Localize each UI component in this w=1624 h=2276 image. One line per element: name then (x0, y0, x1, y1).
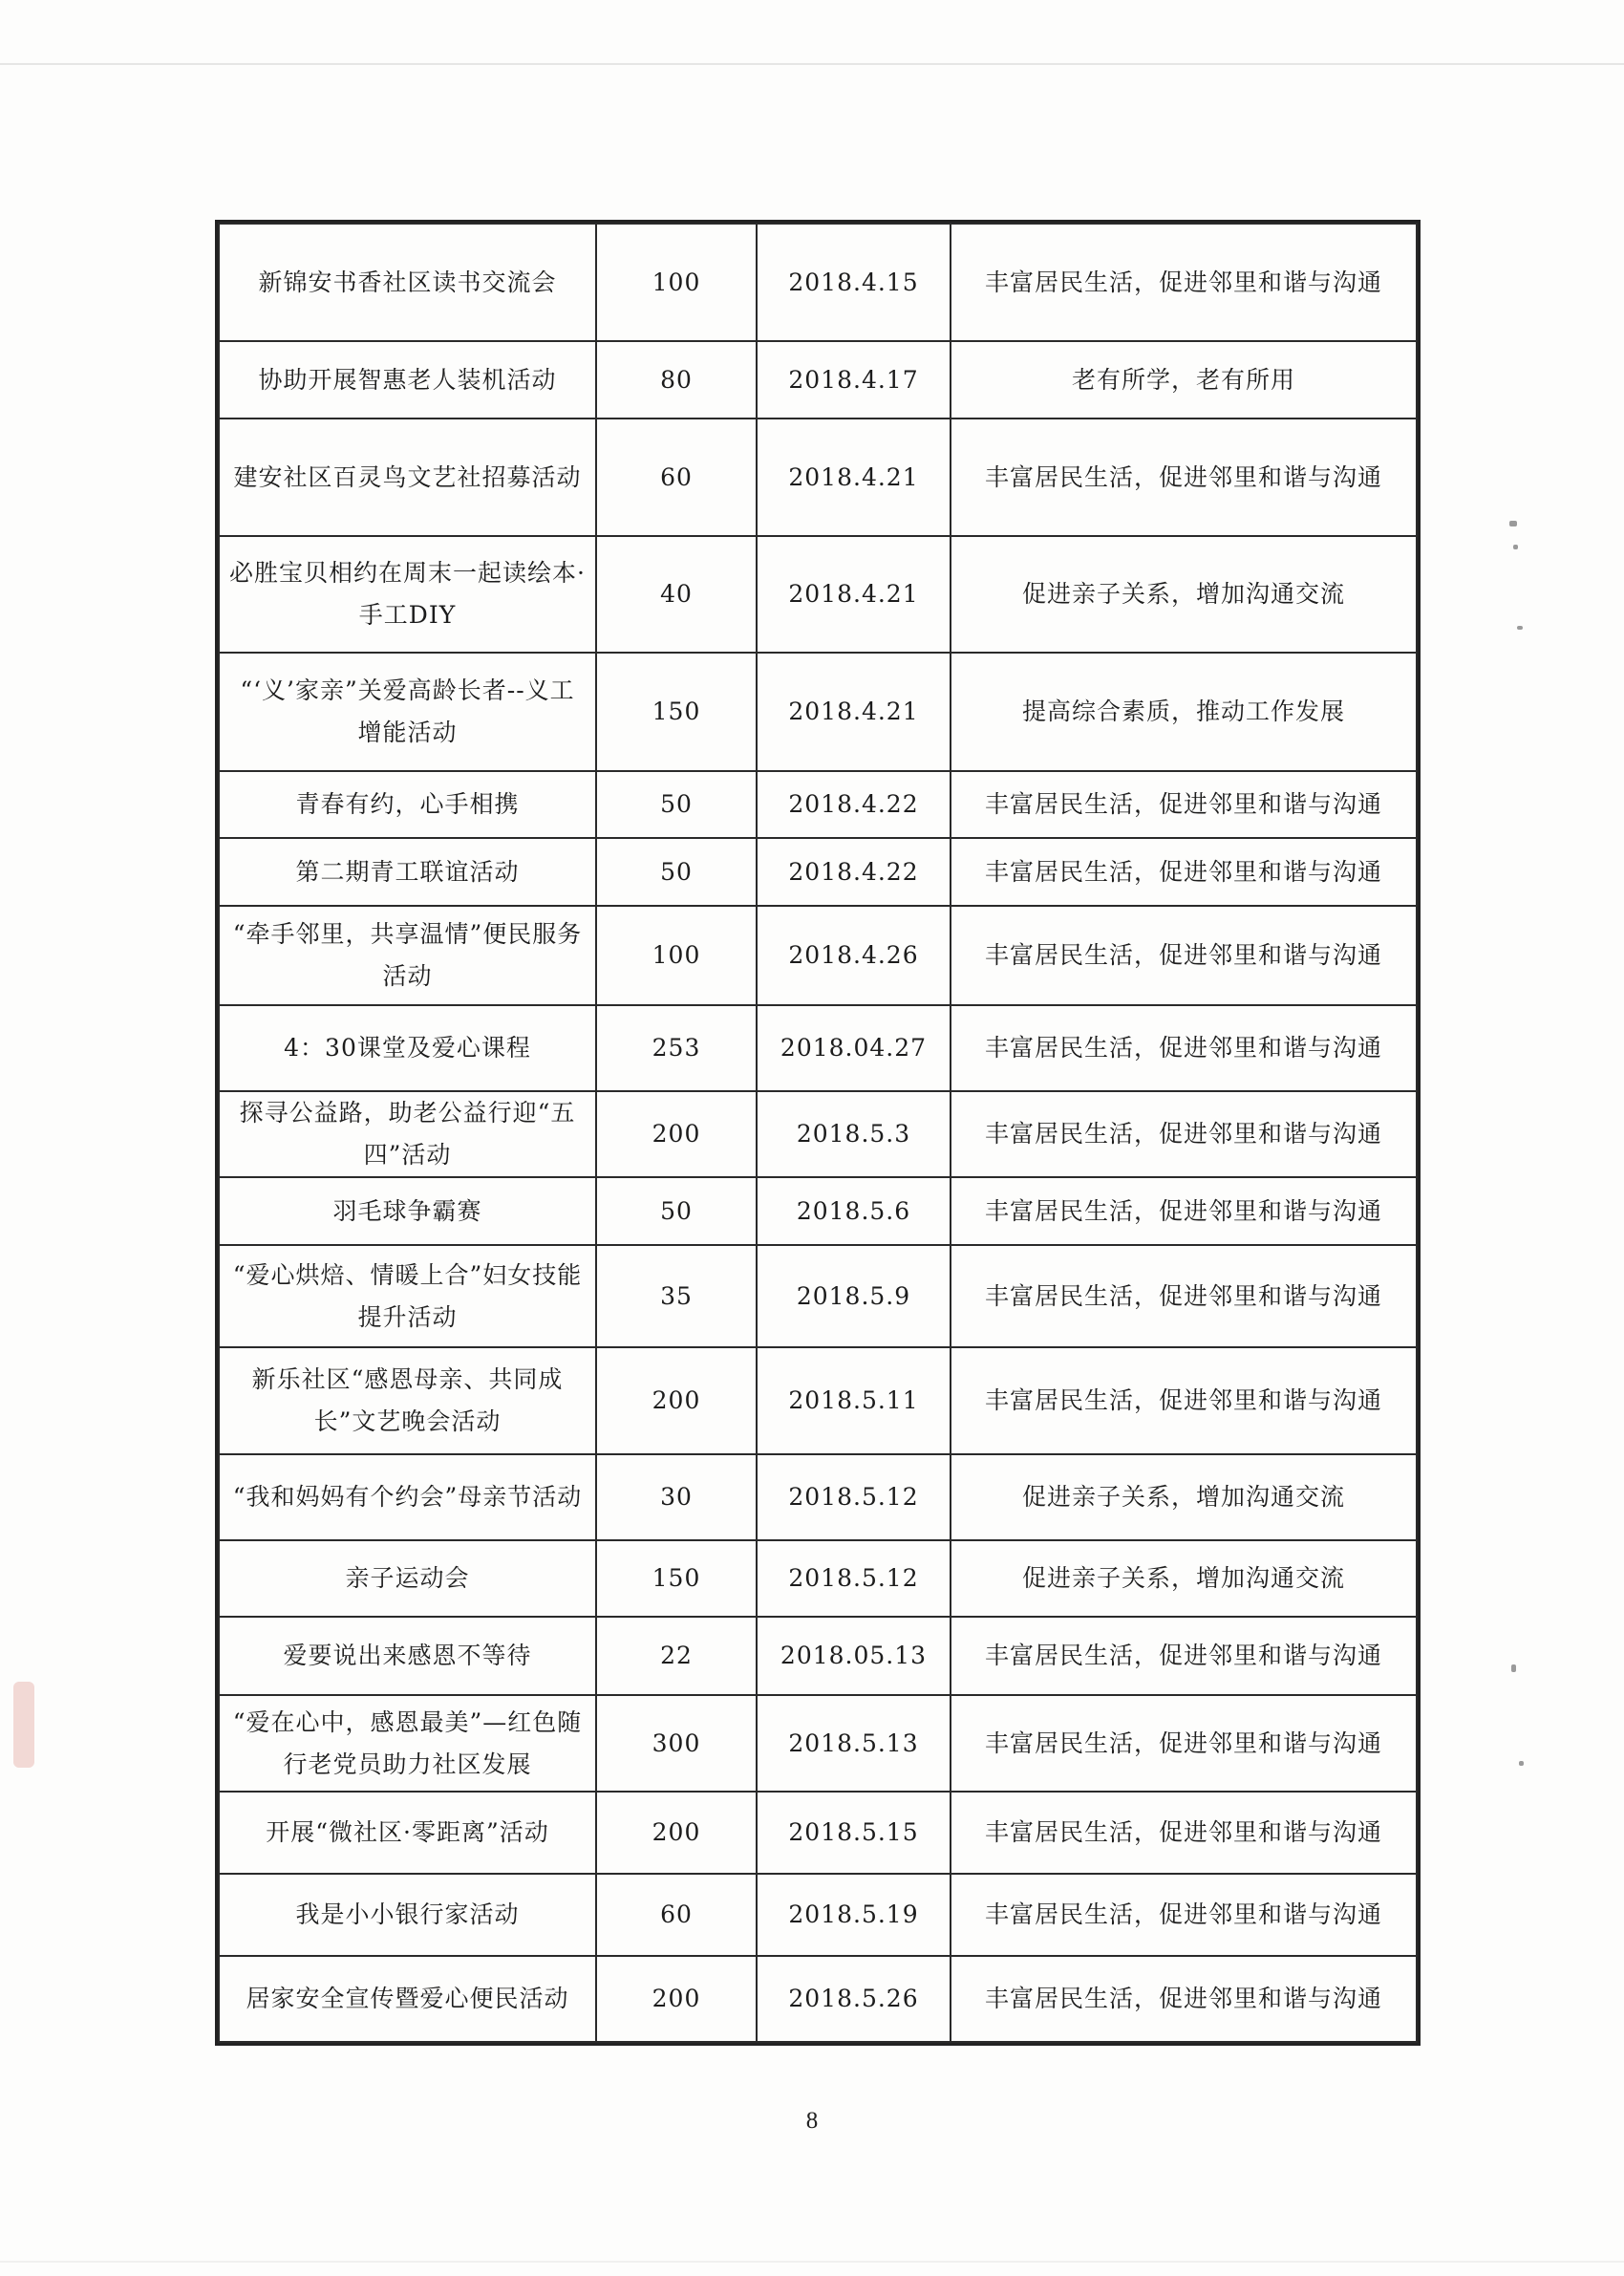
activity-date-cell: 2018.5.15 (757, 1792, 951, 1874)
activity-purpose-cell: 丰富居民生活，促进邻里和谐与沟通 (951, 771, 1417, 838)
activity-date-cell: 2018.5.12 (757, 1540, 951, 1617)
scan-edge-top (0, 63, 1624, 65)
activity-name-cell: 新锦安书香社区读书交流会 (219, 224, 596, 341)
activity-date-cell: 2018.05.13 (757, 1617, 951, 1695)
activity-name-cell: 必胜宝贝相约在周末一起读绘本·手工DIY (219, 536, 596, 653)
activity-date-cell: 2018.4.15 (757, 224, 951, 341)
activity-name-cell: 开展“微社区·零距离”活动 (219, 1792, 596, 1874)
activity-purpose-cell: 丰富居民生活，促进邻里和谐与沟通 (951, 1956, 1417, 2042)
table-row (219, 1245, 1417, 1347)
activity-purpose-cell: 丰富居民生活，促进邻里和谐与沟通 (951, 1347, 1417, 1454)
activity-name-cell: 第二期青工联谊活动 (219, 838, 596, 906)
scan-speck (1519, 1761, 1524, 1766)
activity-purpose-cell: 老有所学，老有所用 (951, 341, 1417, 419)
activity-name-cell: 探寻公益路，助老公益行迎“五四”活动 (219, 1091, 596, 1177)
activity-date-cell: 2018.04.27 (757, 1005, 951, 1091)
activity-date-cell: 2018.4.21 (757, 536, 951, 653)
participant-count-cell: 253 (596, 1005, 757, 1091)
activity-date-cell: 2018.5.19 (757, 1874, 951, 1956)
table-row (219, 224, 1417, 341)
activity-name-cell: 居家安全宣传暨爱心便民活动 (219, 1956, 596, 2042)
participant-count-cell: 60 (596, 1874, 757, 1956)
table-row (219, 419, 1417, 536)
table-row (219, 1792, 1417, 1874)
activity-name-cell: “爱在心中，感恩最美”—红色随行老党员助力社区发展 (219, 1695, 596, 1792)
activity-date-cell: 2018.5.26 (757, 1956, 951, 2042)
table-row (219, 1091, 1417, 1177)
activity-purpose-cell: 丰富居民生活，促进邻里和谐与沟通 (951, 224, 1417, 341)
activity-name-cell: “‘义’家亲”关爱高龄长者--义工增能活动 (219, 653, 596, 771)
participant-count-cell: 200 (596, 1792, 757, 1874)
activity-name-cell: 羽毛球争霸赛 (219, 1177, 596, 1245)
activity-purpose-cell: 丰富居民生活，促进邻里和谐与沟通 (951, 419, 1417, 536)
activity-name-cell: 协助开展智惠老人装机活动 (219, 341, 596, 419)
scan-speck (1513, 545, 1518, 549)
table-row (219, 906, 1417, 1005)
activity-purpose-cell: 促进亲子关系，增加沟通交流 (951, 536, 1417, 653)
participant-count-cell: 200 (596, 1956, 757, 2042)
table-row (219, 341, 1417, 419)
table-row (219, 536, 1417, 653)
activity-name-cell: “牵手邻里，共享温情”便民服务活动 (219, 906, 596, 1005)
table-row (219, 1956, 1417, 2042)
participant-count-cell: 60 (596, 419, 757, 536)
table-row (219, 838, 1417, 906)
participant-count-cell: 30 (596, 1454, 757, 1540)
activity-purpose-cell: 促进亲子关系，增加沟通交流 (951, 1540, 1417, 1617)
page-number: 8 (805, 2108, 819, 2134)
activity-date-cell: 2018.5.3 (757, 1091, 951, 1177)
activity-name-cell: 我是小小银行家活动 (219, 1874, 596, 1956)
activity-table (215, 220, 1421, 2046)
participant-count-cell: 35 (596, 1245, 757, 1347)
activity-date-cell: 2018.4.21 (757, 419, 951, 536)
table-row (219, 1454, 1417, 1540)
scan-edge-bottom (0, 2261, 1624, 2263)
activity-purpose-cell: 促进亲子关系，增加沟通交流 (951, 1454, 1417, 1540)
activity-purpose-cell: 提高综合素质，推动工作发展 (951, 653, 1417, 771)
participant-count-cell: 50 (596, 1177, 757, 1245)
scan-speck (1517, 626, 1523, 630)
participant-count-cell: 80 (596, 341, 757, 419)
activity-date-cell: 2018.4.22 (757, 771, 951, 838)
table-row (219, 1177, 1417, 1245)
activity-name-cell: 4：30课堂及爱心课程 (219, 1005, 596, 1091)
activity-name-cell: 建安社区百灵鸟文艺社招募活动 (219, 419, 596, 536)
table-row (219, 1540, 1417, 1617)
participant-count-cell: 100 (596, 906, 757, 1005)
activity-purpose-cell: 丰富居民生活，促进邻里和谐与沟通 (951, 1245, 1417, 1347)
activity-name-cell: “爱心烘焙、情暖上合”妇女技能提升活动 (219, 1245, 596, 1347)
activity-purpose-cell: 丰富居民生活，促进邻里和谐与沟通 (951, 1617, 1417, 1695)
activity-purpose-cell: 丰富居民生活，促进邻里和谐与沟通 (951, 1874, 1417, 1956)
activity-name-cell: 新乐社区“感恩母亲、共同成长”文艺晚会活动 (219, 1347, 596, 1454)
table-row (219, 1005, 1417, 1091)
activity-purpose-cell: 丰富居民生活，促进邻里和谐与沟通 (951, 1177, 1417, 1245)
activity-date-cell: 2018.5.13 (757, 1695, 951, 1792)
activity-date-cell: 2018.5.12 (757, 1454, 951, 1540)
activity-date-cell: 2018.5.9 (757, 1245, 951, 1347)
activity-date-cell: 2018.5.6 (757, 1177, 951, 1245)
participant-count-cell: 22 (596, 1617, 757, 1695)
activity-date-cell: 2018.5.11 (757, 1347, 951, 1454)
table-row (219, 1347, 1417, 1454)
activity-date-cell: 2018.4.26 (757, 906, 951, 1005)
table-row (219, 771, 1417, 838)
activity-purpose-cell: 丰富居民生活，促进邻里和谐与沟通 (951, 1695, 1417, 1792)
table-row (219, 1695, 1417, 1792)
stamp-bleed-mark (13, 1682, 34, 1768)
activity-name-cell: 亲子运动会 (219, 1540, 596, 1617)
table-row (219, 1874, 1417, 1956)
activity-purpose-cell: 丰富居民生活，促进邻里和谐与沟通 (951, 1792, 1417, 1874)
participant-count-cell: 200 (596, 1347, 757, 1454)
activity-name-cell: “我和妈妈有个约会”母亲节活动 (219, 1454, 596, 1540)
participant-count-cell: 150 (596, 1540, 757, 1617)
activity-purpose-cell: 丰富居民生活，促进邻里和谐与沟通 (951, 838, 1417, 906)
scan-speck (1509, 521, 1517, 526)
activity-purpose-cell: 丰富居民生活，促进邻里和谐与沟通 (951, 906, 1417, 1005)
activity-name-cell: 爱要说出来感恩不等待 (219, 1617, 596, 1695)
participant-count-cell: 50 (596, 771, 757, 838)
participant-count-cell: 300 (596, 1695, 757, 1792)
participant-count-cell: 100 (596, 224, 757, 341)
participant-count-cell: 50 (596, 838, 757, 906)
activity-purpose-cell: 丰富居民生活，促进邻里和谐与沟通 (951, 1091, 1417, 1177)
table-row (219, 653, 1417, 771)
participant-count-cell: 150 (596, 653, 757, 771)
activity-name-cell: 青春有约，心手相携 (219, 771, 596, 838)
table-row (219, 1617, 1417, 1695)
activity-date-cell: 2018.4.17 (757, 341, 951, 419)
activity-purpose-cell: 丰富居民生活，促进邻里和谐与沟通 (951, 1005, 1417, 1091)
scan-speck (1511, 1664, 1516, 1672)
activity-date-cell: 2018.4.21 (757, 653, 951, 771)
participant-count-cell: 40 (596, 536, 757, 653)
activity-date-cell: 2018.4.22 (757, 838, 951, 906)
participant-count-cell: 200 (596, 1091, 757, 1177)
